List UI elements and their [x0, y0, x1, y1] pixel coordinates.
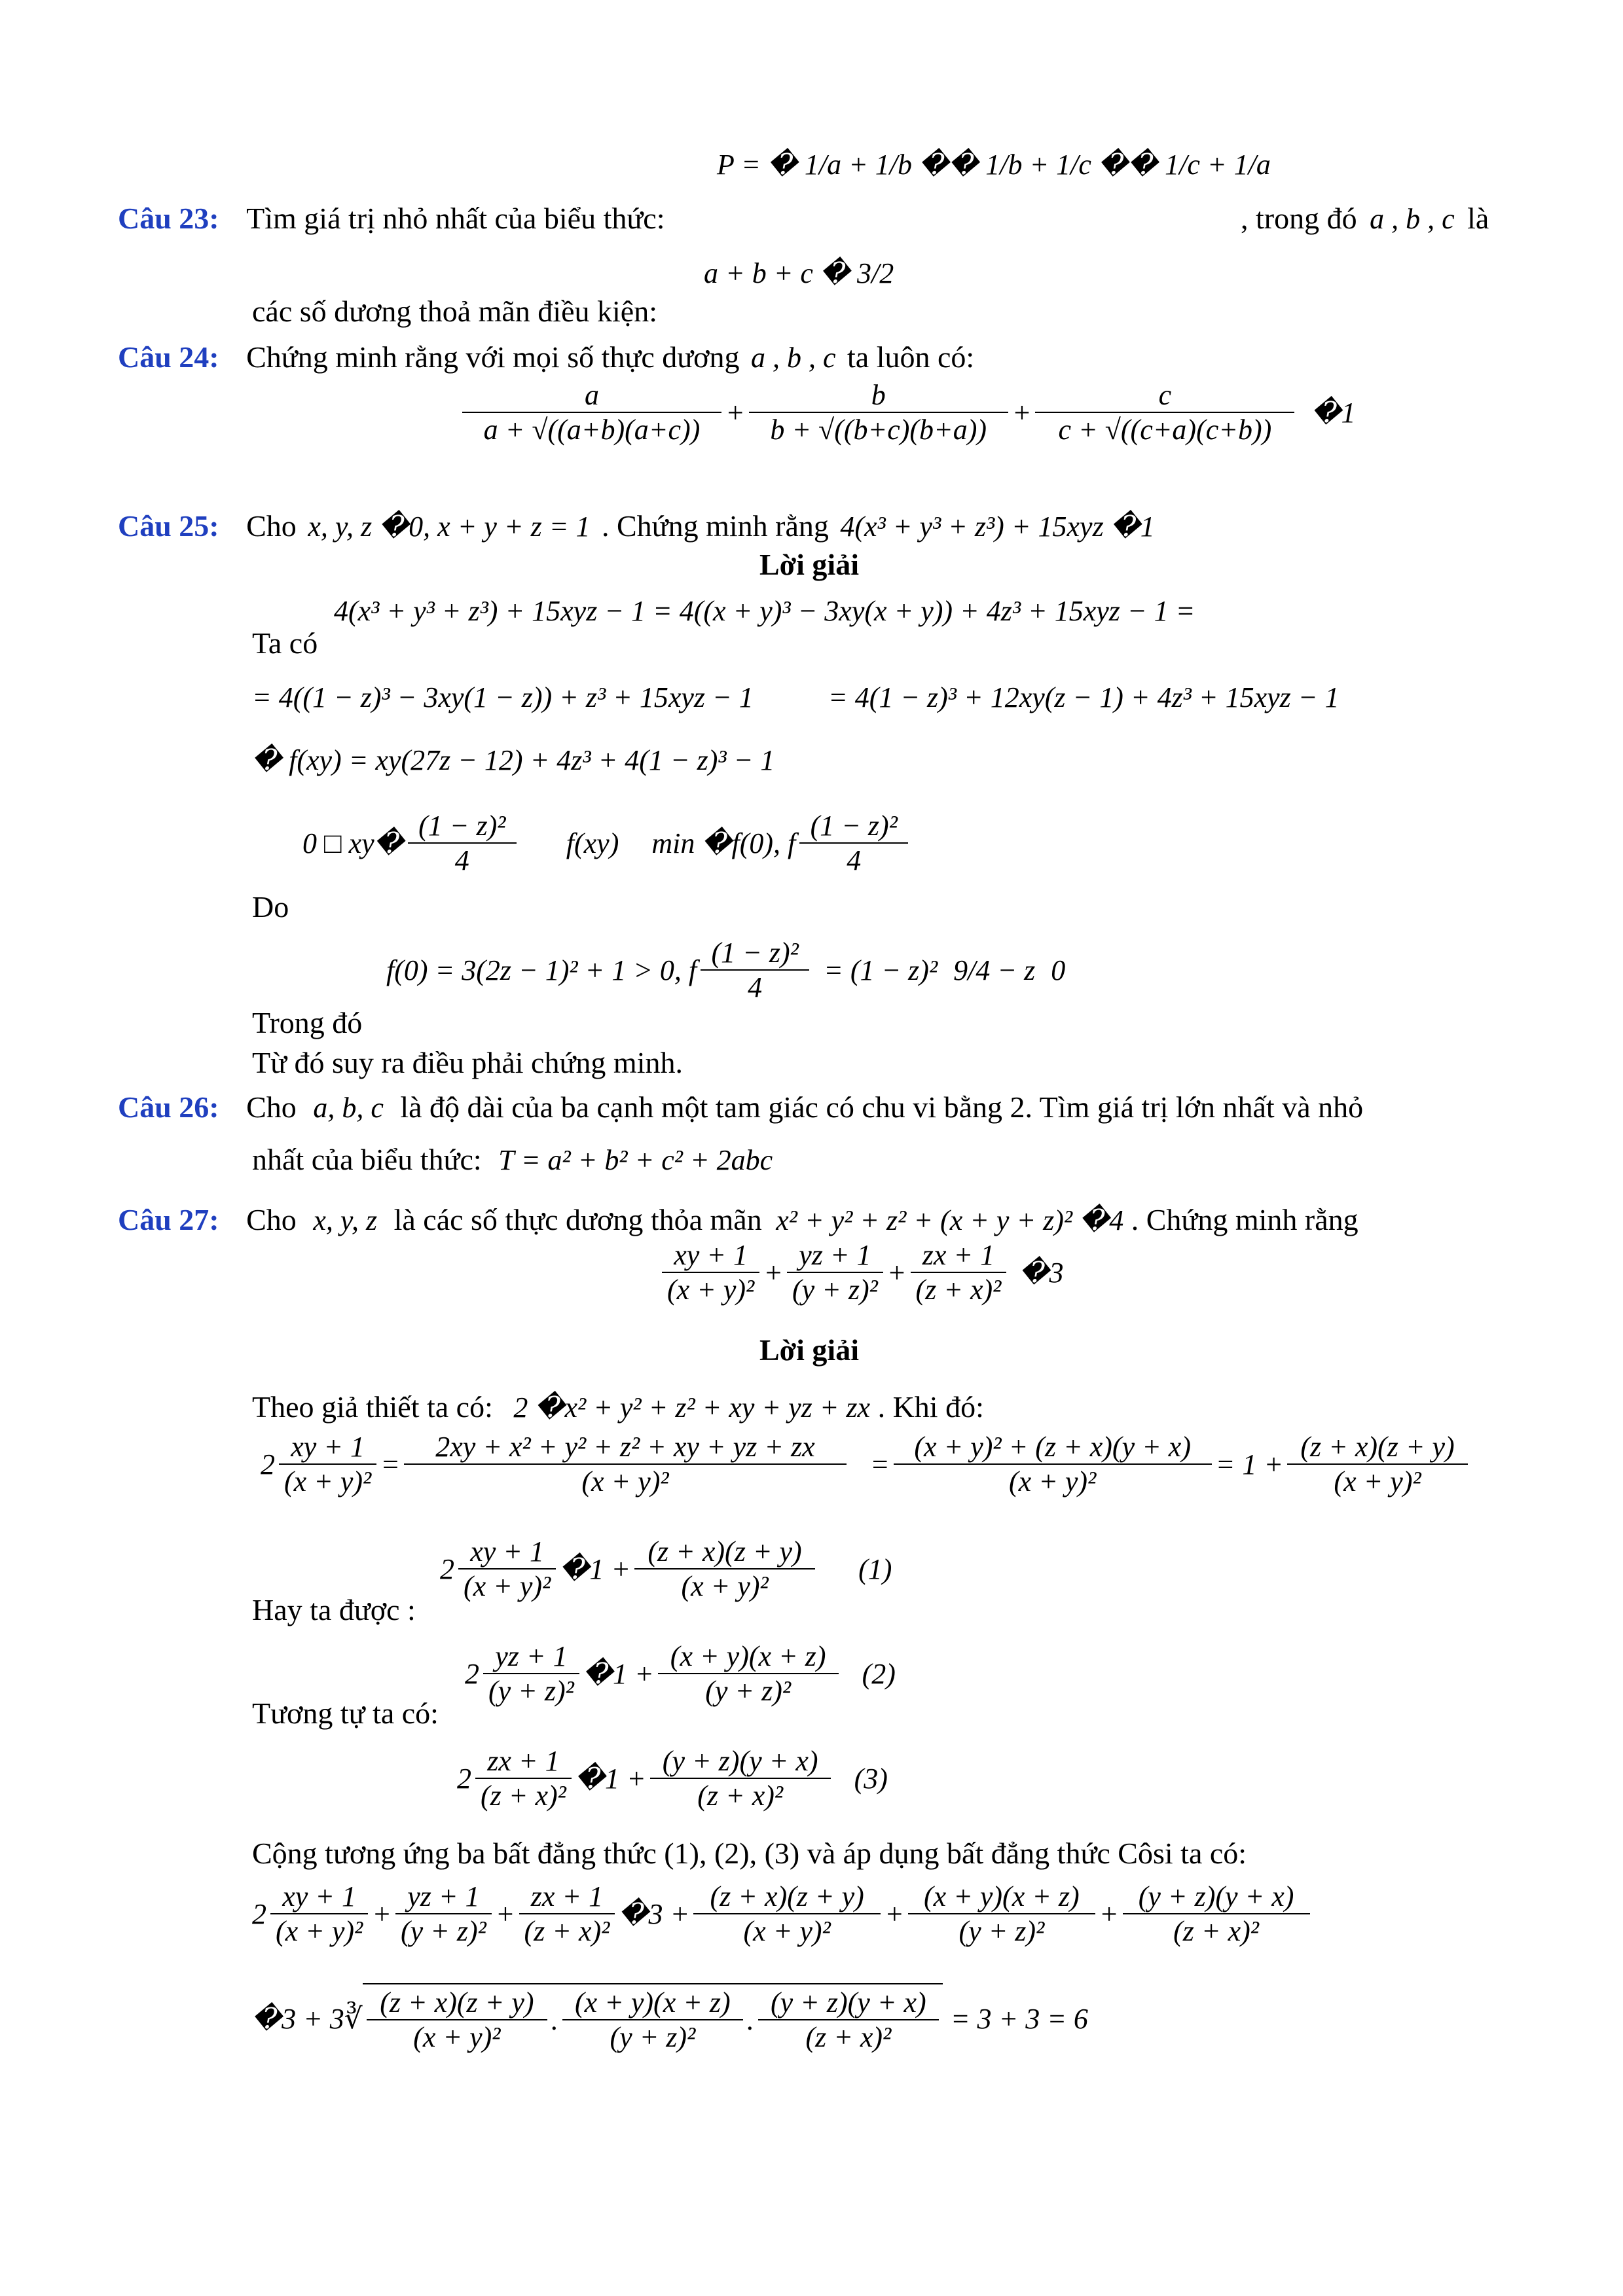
question-24: Câu 24: Chứng minh rằng với mọi số thực dương a , b , c ta luôn có:	[118, 340, 975, 374]
question-23-tail: , trong đó a , b , c là	[1241, 202, 1489, 235]
question-26: Câu 26: Cho a, b, c là độ dài của ba cạnh một tam giác có chu vi bằng 2. Tìm giá trị lớn nhất và nhỏ	[118, 1090, 1364, 1124]
ta-co: Ta có	[252, 626, 318, 660]
question-text: Tìm giá trị nhỏ nhất của biểu thức:	[246, 202, 665, 235]
final-line: �3 + 3∛ $\frac{(z + x)(z + y)}{\text{(x + y)²}}$ . $\frac{(x + y)(x + z)}{\text{(y + z)²}}$ . $\frac{(y + z)(y + x)}{\text{(z + x)²}}$ = 3 + 3 = 6	[252, 1983, 1088, 2054]
step-4: 0 □ xy� $\frac{\text{(1 − z)²}}{4}$ f(xy) min �f(0), f $\frac{\text{(1 − z)²}}{4}$	[302, 809, 912, 877]
question-25: Câu 25: Cho x, y, z �0, x + y + z = 1 . Chứng minh rằng 4(x³ + y³ + z³) + 15xyz �1	[118, 509, 1155, 543]
tuong-tu: Tương tự ta có:	[252, 1696, 439, 1730]
formula-P: P = � 1/a + 1/b �� 1/b + 1/c �� 1/c + 1/a	[717, 149, 1271, 181]
question-27: Câu 27: Cho x, y, z là các số thực dương thỏa mãn x² + y² + z² + (x + y + z)² �4 . Chứng minh rằng	[118, 1203, 1359, 1236]
conclusion-25: Từ đó suy ra điều phải chứng minh.	[252, 1046, 683, 1079]
question-23	[118, 200, 665, 237]
trong-do: Trong đó	[252, 1006, 363, 1039]
ineq-2: 2 $\frac{yz + 1}{\text{(y + z)²}}$ �1 + $\frac{(x + y)(x + z)}{\text{(y + z)²}}$ (2)	[465, 1640, 896, 1707]
question-label: Câu 24:	[118, 340, 219, 374]
cube-root: $\frac{(z + x)(z + y)}{\text{(x + y)²}}$ . $\frac{(x + y)(x + z)}{\text{(y + z)²}}$ . $\frac{(y + z)(y + x)}{\text{(z + x)²}}$	[363, 1983, 943, 2054]
step-2a: = 4((1 − z)³ − 3xy(1 − z)) + z³ + 15xyz − 1	[252, 681, 754, 713]
solution-title-27: Lời giải	[759, 1333, 859, 1367]
question-label: Câu 25:	[118, 509, 219, 543]
assumption: Theo giả thiết ta có: 2 �x² + y² + z² + xy + yz + zx . Khi đó:	[252, 1390, 984, 1424]
sum-line: 2 $\frac{xy + 1}{\text{(x + y)²}}$ + $\frac{yz + 1}{\text{(y + z)²}}$ + $\frac{zx + 1}{\text{(z + x)²}}$ �3 + $\frac{(z + x)(z + y)}{\text{(x + y)²}}$ + $\frac{(x + y)(x + z)}{\text{(y + z)²}}$ + $\frac{(y + z)(y + x)}{\text{(z + x)²}}$	[252, 1880, 1314, 1948]
step-5: f(0) = 3(2z − 1)² + 1 > 0, f $\frac{\text{(1 − z)²}}{4}$ = (1 − z)² 9/4 − z 0	[386, 937, 1066, 1003]
ineq-24: $\frac{a}{a + √((a+b)(a+c))}$ + $\frac{b}{b + √((b+c)(b+a))}$ + $\frac{c}{c + √((c+a)(c+b))}$ �1	[458, 378, 1356, 446]
condition-text: các số dương thoả mãn điều kiện:	[252, 295, 657, 328]
question-label: Câu 26:	[118, 1090, 219, 1124]
step-1: 4(x³ + y³ + z³) + 15xyz − 1 = 4((x + y)³ − 3xy(x + y)) + 4z³ + 15xyz − 1 =	[334, 595, 1195, 627]
hay-ta-duoc: Hay ta được :	[252, 1593, 416, 1626]
ineq-27: $\frac{xy + 1}{\text{(x + y)²}}$ + $\frac{yz + 1}{\text{(y + z)²}}$ + $\frac{zx + 1}{\text{(z + x)²}}$ �3	[658, 1238, 1063, 1306]
step-2b: = 4(1 − z)³ + 12xy(z − 1) + 4z³ + 15xyz − 1	[828, 681, 1340, 713]
solution-title-25: Lời giải	[759, 548, 859, 581]
condition-sum: a + b + c � 3/2	[704, 257, 894, 289]
transform-line: 2 $\frac{xy + 1}{\text{(x + y)²}}$ = $\frac{\text{2xy + x² + y² + z² + xy + yz + zx}}{\text{(x + y)²}}$ = $\frac{\text{(x + y)² + (z + x)(y + x)}}{\text{(x + y)²}}$ = 1 + $\frac{(z + x)(z + y)}{\text{(x + y)²}}$	[261, 1430, 1472, 1498]
sum-intro: Cộng tương ứng ba bất đẳng thức (1), (2), (3) và áp dụng bất đẳng thức Côsi ta có:	[252, 1837, 1247, 1870]
do: Do	[252, 890, 289, 924]
step-3: � f(xy) = xy(27z − 12) + 4z³ + 4(1 − z)³ − 1	[252, 744, 775, 776]
question-label: Câu 23:	[118, 202, 219, 235]
question-26-line2: nhất của biểu thức: T = a² + b² + c² + 2abc	[252, 1143, 773, 1176]
question-label: Câu 27:	[118, 1203, 219, 1236]
ineq-3: 2 $\frac{zx + 1}{\text{(z + x)²}}$ �1 + $\frac{(y + z)(y + x)}{\text{(z + x)²}}$ (3)	[457, 1745, 888, 1812]
ineq-1: 2 $\frac{xy + 1}{\text{(x + y)²}}$ �1 + $\frac{(z + x)(z + y)}{\text{(x + y)²}}$ (1)	[440, 1535, 892, 1602]
